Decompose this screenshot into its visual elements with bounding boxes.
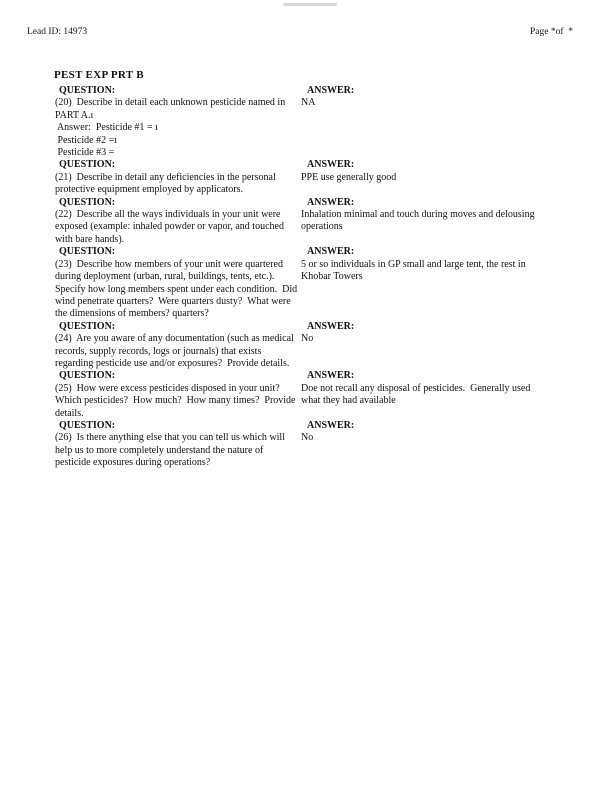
question-text-line: during deployment (urban, rural, buildings, tents, etc.). <box>55 271 275 283</box>
answer-label: ANSWER: <box>307 419 355 431</box>
answer-text-line: Inhalation minimal and touch during moves and delousing <box>301 209 535 221</box>
answer-label: ANSWER: <box>307 320 355 332</box>
question-label: QUESTION: <box>59 196 116 208</box>
page-number-label: Page *of * <box>530 27 574 37</box>
question-text-line: Pesticide #3 = <box>55 147 115 159</box>
answer-label: ANSWER: <box>307 370 355 382</box>
answer-label: ANSWER: <box>307 85 355 96</box>
question-text-line: pesticide exposures during operations? <box>55 457 211 469</box>
question-label: QUESTION: <box>59 370 116 382</box>
answer-text-line: Khobar Towers <box>301 271 363 283</box>
question-text-line: help us to more completely understand the nature of <box>55 444 264 456</box>
question-text-line: Which pesticides? How much? How many times? Provide <box>55 395 296 407</box>
answer-text-line: No <box>301 432 314 444</box>
answer-cell <box>301 420 603 445</box>
question-text-line: (24) Are you aware of any documentation (such as medical <box>55 333 294 345</box>
question-label: QUESTION: <box>59 85 116 96</box>
answer-text-line: PPE use generally good <box>301 171 397 183</box>
question-cell <box>55 85 301 159</box>
question-text-line: (22) Describe all the ways individuals in your unit were <box>55 209 281 221</box>
qa-block <box>55 197 603 247</box>
answer-cell <box>301 370 603 407</box>
question-cell <box>55 420 301 470</box>
question-text-line: (25) How were excess pesticides disposed in your unit? <box>55 382 280 394</box>
answer-label: ANSWER: <box>307 196 355 208</box>
answer-text-line: operations <box>301 221 343 233</box>
question-text-line: Answer: Pesticide #1 = ı <box>55 122 158 134</box>
question-text-line: records, supply records, logs or journals) that exists <box>55 345 262 357</box>
question-label: QUESTION: <box>59 159 116 171</box>
question-text-line: exposed (example: inhaled powder or vapor, and touched <box>55 221 284 233</box>
answer-text-line: NA <box>301 97 316 109</box>
question-text-line: Pesticide #2 =ı <box>55 134 118 146</box>
answer-cell <box>301 159 603 184</box>
qa-block <box>55 85 603 159</box>
answer-cell <box>301 246 603 283</box>
answer-label: ANSWER: <box>307 159 355 171</box>
answer-cell <box>301 321 603 346</box>
question-label: QUESTION: <box>59 246 116 258</box>
answer-text-line: what they had available <box>301 395 396 407</box>
qa-block <box>55 159 603 196</box>
question-text-line: PART A.ı <box>55 109 94 121</box>
question-label: QUESTION: <box>59 320 116 332</box>
question-text-line: with bare hands). <box>55 233 125 245</box>
answer-text-line: Doe not recall any disposal of pesticides. Generally used <box>301 382 531 394</box>
answer-label: ANSWER: <box>307 246 355 258</box>
question-cell <box>55 321 301 371</box>
question-text-line: the dimensions of members? quarters? <box>55 308 209 320</box>
qa-block <box>55 321 603 371</box>
qa-list <box>55 85 603 470</box>
question-cell <box>55 246 301 320</box>
qa-block <box>55 420 603 470</box>
lead-id-label: Lead ID: 14973 <box>27 27 88 37</box>
question-text-line: (20) Describe in detail each unknown pesticide named in <box>55 97 286 109</box>
scan-smudge-artifact <box>283 3 337 6</box>
question-cell <box>55 159 301 196</box>
document-title: PEST EXP PRT B <box>54 69 144 81</box>
question-text-line: regarding pesticide use and/or exposures? Provide details. <box>55 357 290 369</box>
question-label: QUESTION: <box>59 419 116 431</box>
question-text-line: wind penetrate quarters? Were quarters dusty? What were <box>55 295 291 307</box>
question-text-line: (26) Is there anything else that you can tell us which will <box>55 432 285 444</box>
qa-block <box>55 370 603 420</box>
qa-block <box>55 246 603 320</box>
question-text-line: protective equipment employed by applicators. <box>55 184 243 196</box>
question-cell <box>55 197 301 247</box>
answer-text-line: No <box>301 333 314 345</box>
question-text-line: details. <box>55 407 84 419</box>
question-text-line: Specify how long members spent under each condition. Did <box>55 283 298 295</box>
answer-text-line: 5 or so individuals in GP small and large tent, the rest in <box>301 258 526 270</box>
question-cell <box>55 370 301 420</box>
question-text-line: (23) Describe how members of your unit were quartered <box>55 258 283 270</box>
answer-cell <box>301 197 603 234</box>
answer-cell <box>301 85 603 110</box>
question-text-line: (21) Describe in detail any deficiencies in the personal <box>55 171 276 183</box>
